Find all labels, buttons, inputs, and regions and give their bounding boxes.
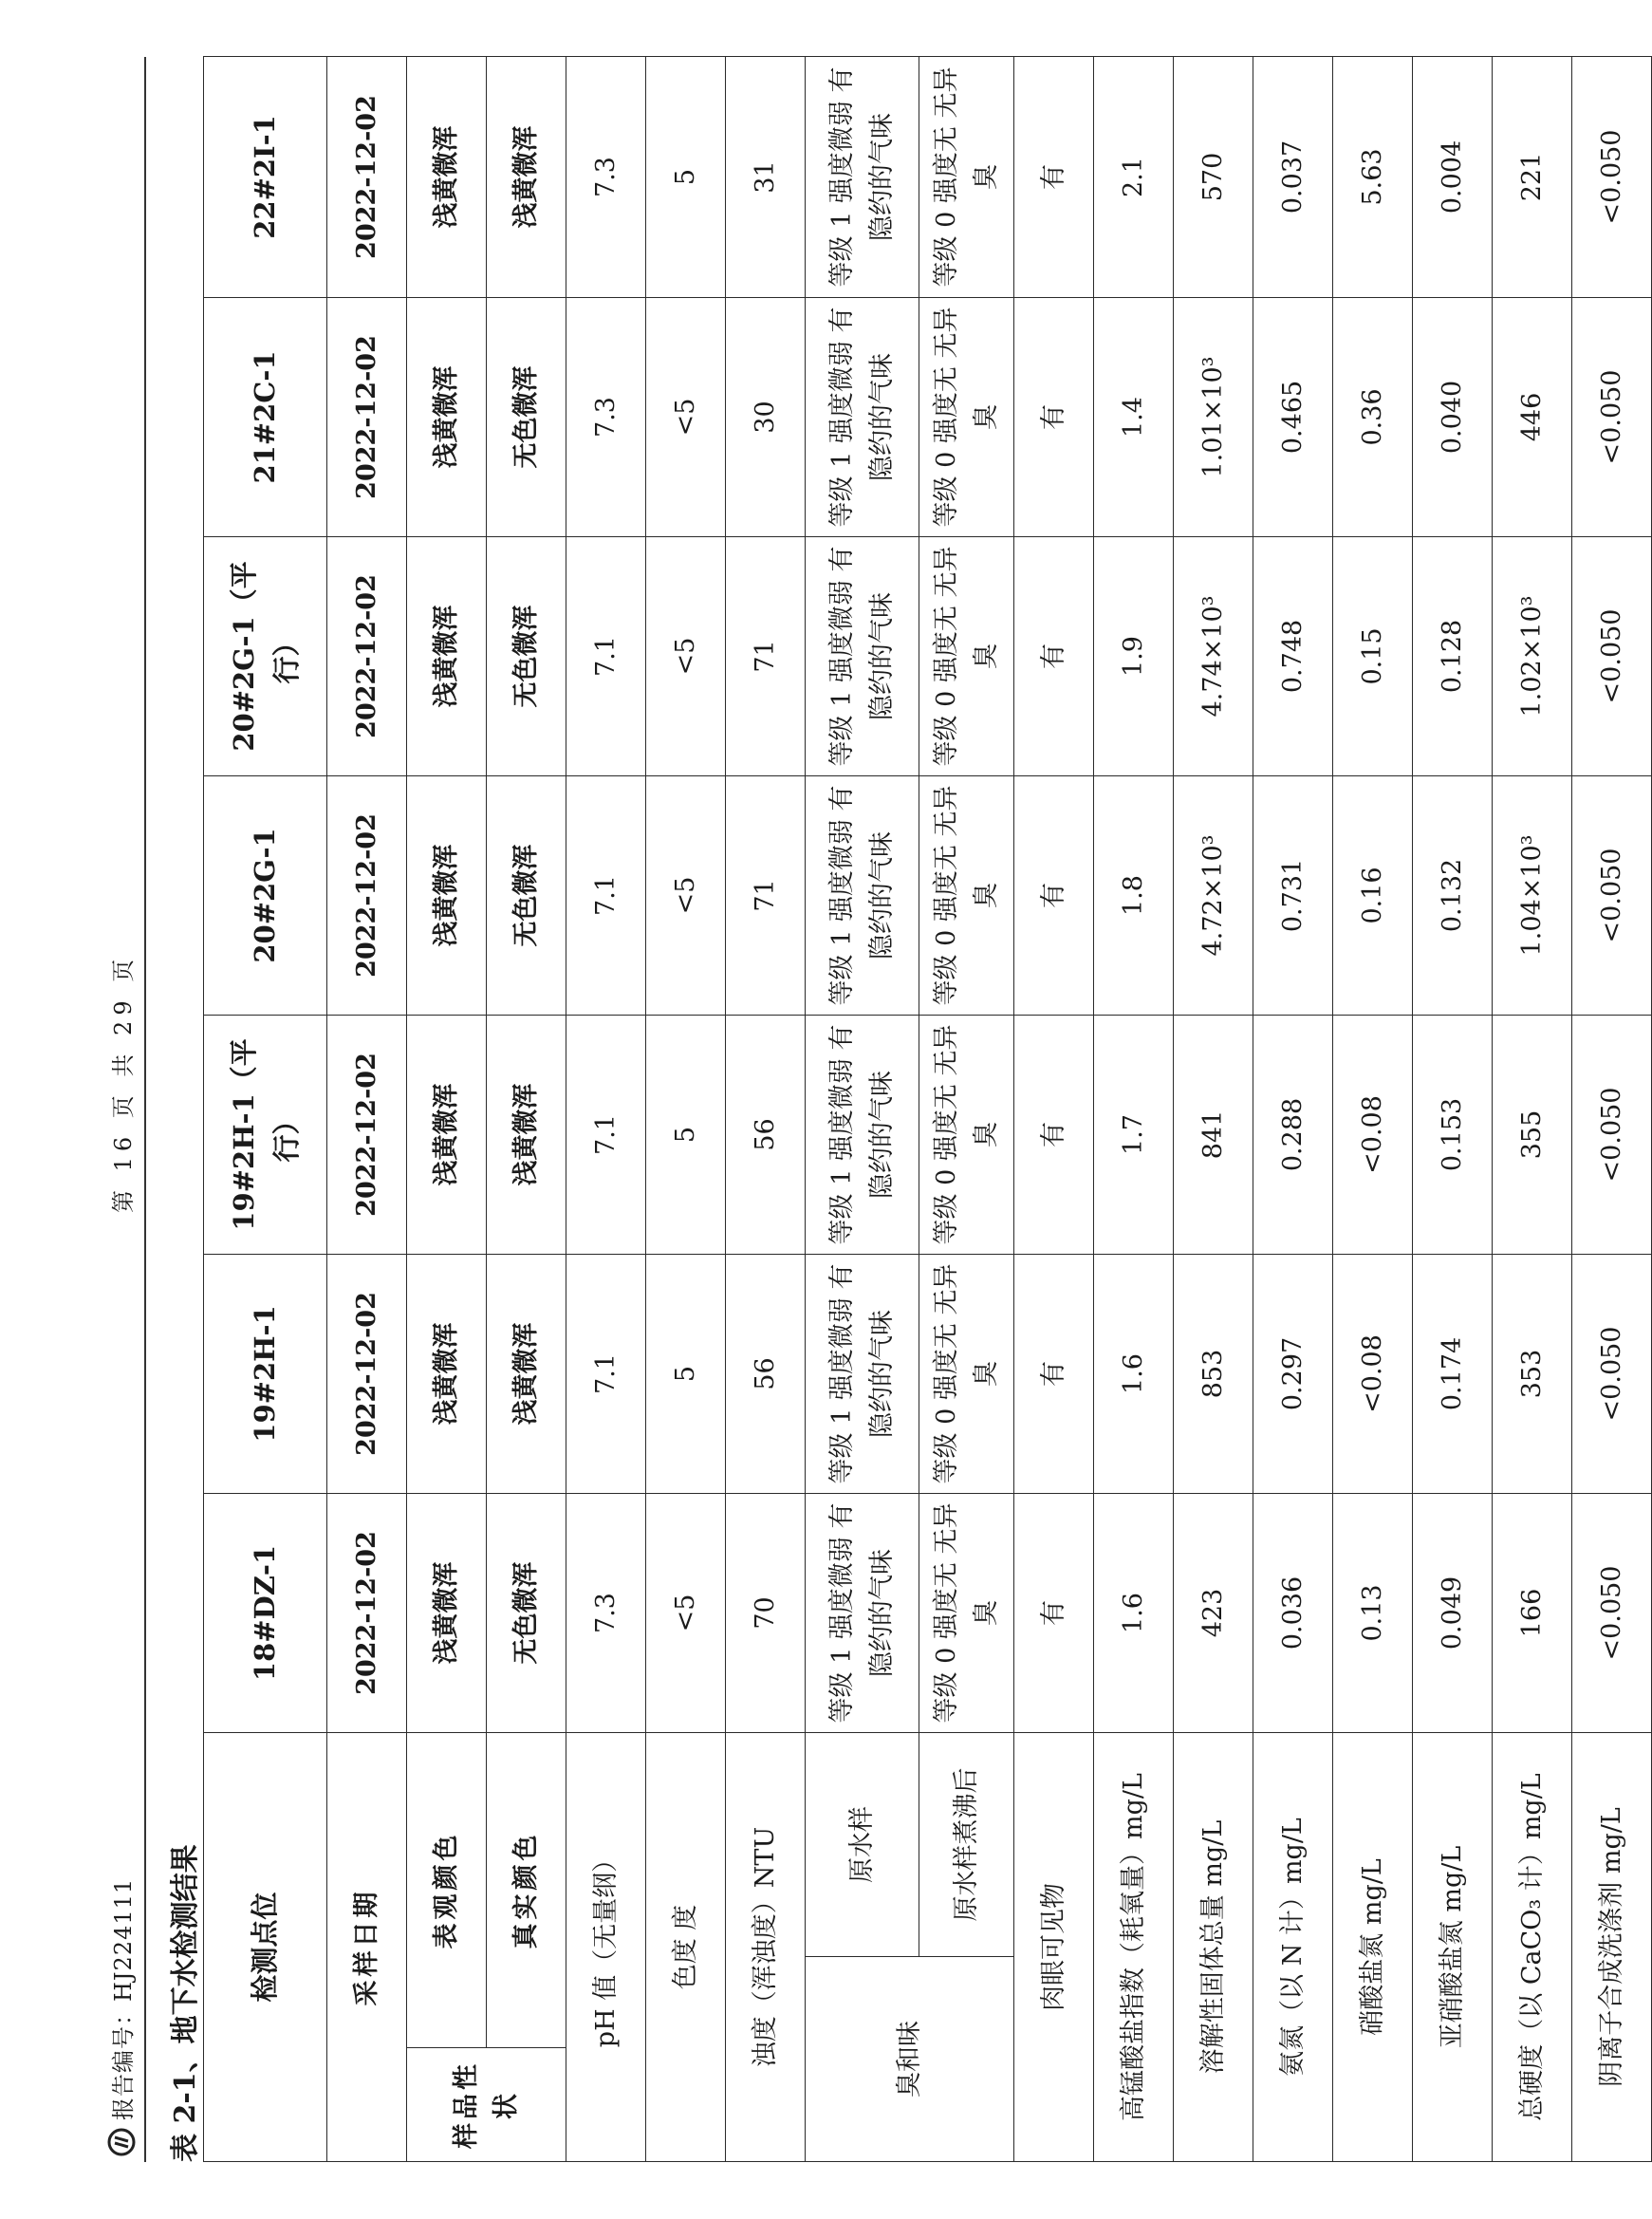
- value-cell: 1.9: [1094, 536, 1174, 775]
- value-cell: 5: [646, 1254, 726, 1493]
- value-cell: 等级 0 强度无 无异臭: [919, 56, 1014, 297]
- value-cell: 71: [726, 536, 806, 775]
- value-cell: 0.037: [1253, 56, 1333, 297]
- group-label-appearance: 样品性状: [407, 2048, 566, 2162]
- table-row: [487, 56, 566, 2161]
- row-label: 浊度（浑浊度）NTU: [726, 1732, 806, 2161]
- value-cell: 浅黄微浑: [407, 297, 487, 536]
- value-cell: 1.02×10³: [1493, 536, 1572, 775]
- value-cell: 841: [1174, 1015, 1253, 1254]
- value-cell: 7.1: [566, 536, 646, 775]
- value-cell: 0.128: [1413, 536, 1493, 775]
- value-cell: <5: [646, 536, 726, 775]
- value-cell: <5: [646, 1493, 726, 1732]
- value-cell: 7.1: [566, 775, 646, 1015]
- value-cell: 浅黄微浑: [407, 775, 487, 1015]
- value-cell: 5.63: [1333, 56, 1413, 297]
- value-cell: 等级 1 强度微弱 有隐约的气味: [806, 56, 919, 297]
- date-cell: 2022-12-02: [327, 56, 407, 297]
- table-row: [566, 56, 646, 2161]
- value-cell: 0.297: [1253, 1254, 1333, 1493]
- table-row: [1572, 56, 1652, 2161]
- value-cell: 570: [1174, 56, 1253, 297]
- header-label-cell: 检测点位: [204, 1732, 327, 2161]
- header-divider: [144, 57, 146, 2162]
- row-label: 色度 度: [646, 1732, 726, 2161]
- value-cell: 1.01×10³: [1174, 297, 1253, 536]
- row-label: 高锰酸盐指数（耗氧量）mg/L: [1094, 1732, 1174, 2161]
- value-cell: 等级 0 强度无 无异臭: [919, 1254, 1014, 1493]
- point-cell: 18#DZ-1: [204, 1493, 327, 1732]
- value-cell: 浅黄微浑: [487, 56, 566, 297]
- row-label: 肉眼可见物: [1014, 1732, 1094, 2161]
- value-cell: 2.1: [1094, 56, 1174, 297]
- row-label: 真实颜色: [487, 1732, 566, 2047]
- date-cell: 2022-12-02: [327, 297, 407, 536]
- value-cell: 0.004: [1413, 56, 1493, 297]
- value-cell: <0.08: [1333, 1015, 1413, 1254]
- value-cell: 等级 1 强度微弱 有隐约的气味: [806, 775, 919, 1015]
- point-cell: 19#2H-1: [204, 1254, 327, 1493]
- table-row: [806, 56, 919, 2161]
- value-cell: 7.1: [566, 1015, 646, 1254]
- value-cell: 30: [726, 297, 806, 536]
- value-cell: 0.132: [1413, 775, 1493, 1015]
- value-cell: 浅黄微浑: [487, 1015, 566, 1254]
- point-cell: 21#2C-1: [204, 297, 327, 536]
- point-cell: 22#2I-1: [204, 56, 327, 297]
- value-cell: <0.050: [1572, 1015, 1652, 1254]
- value-cell: 0.040: [1413, 297, 1493, 536]
- value-cell: 有: [1014, 536, 1094, 775]
- value-cell: 71: [726, 775, 806, 1015]
- value-cell: 等级 1 强度微弱 有隐约的气味: [806, 1254, 919, 1493]
- value-cell: 56: [726, 1015, 806, 1254]
- value-cell: 0.16: [1333, 775, 1413, 1015]
- value-cell: 56: [726, 1254, 806, 1493]
- table-row: [1094, 56, 1174, 2161]
- value-cell: 1.4: [1094, 297, 1174, 536]
- table-row: [327, 56, 407, 2161]
- date-cell: 2022-12-02: [327, 1015, 407, 1254]
- value-cell: <0.050: [1572, 297, 1652, 536]
- table-title: 表 2-1、地下水检测结果: [169, 1844, 202, 2162]
- value-cell: 0.15: [1333, 536, 1413, 775]
- value-cell: 有: [1014, 56, 1094, 297]
- table-row: [1174, 56, 1253, 2161]
- value-cell: 31: [726, 56, 806, 297]
- value-cell: 0.748: [1253, 536, 1333, 775]
- value-cell: 4.72×10³: [1174, 775, 1253, 1015]
- value-cell: 4.74×10³: [1174, 536, 1253, 775]
- value-cell: 221: [1493, 56, 1572, 297]
- value-cell: 等级 1 强度微弱 有隐约的气味: [806, 536, 919, 775]
- value-cell: 0.153: [1413, 1015, 1493, 1254]
- value-cell: <5: [646, 297, 726, 536]
- row-label: 原水样煮沸后: [919, 1732, 1014, 1956]
- value-cell: 无色微浑: [487, 775, 566, 1015]
- value-cell: 等级 1 强度微弱 有隐约的气味: [806, 297, 919, 536]
- point-cell: 19#2H-1（平行）: [204, 1015, 327, 1254]
- value-cell: 853: [1174, 1254, 1253, 1493]
- table-row: [407, 56, 487, 2161]
- date-cell: 2022-12-02: [327, 1254, 407, 1493]
- row-label: 溶解性固体总量 mg/L: [1174, 1732, 1253, 2161]
- value-cell: 浅黄微浑: [407, 56, 487, 297]
- value-cell: 70: [726, 1493, 806, 1732]
- value-cell: 浅黄微浑: [407, 1493, 487, 1732]
- value-cell: 5: [646, 56, 726, 297]
- value-cell: 等级 0 强度无 无异臭: [919, 297, 1014, 536]
- row-label: pH 值（无量纲）: [566, 1732, 646, 2161]
- value-cell: 7.1: [566, 1254, 646, 1493]
- value-cell: 166: [1493, 1493, 1572, 1732]
- value-cell: 等级 1 强度微弱 有隐约的气味: [806, 1015, 919, 1254]
- table-row: [726, 56, 806, 2161]
- group-label-odor: 臭和味: [806, 1957, 1014, 2162]
- value-cell: 等级 0 强度无 无异臭: [919, 536, 1014, 775]
- value-cell: 浅黄微浑: [407, 1015, 487, 1254]
- value-cell: 355: [1493, 1015, 1572, 1254]
- value-cell: 7.3: [566, 56, 646, 297]
- value-cell: 7.3: [566, 297, 646, 536]
- value-cell: 等级 0 强度无 无异臭: [919, 1493, 1014, 1732]
- value-cell: 浅黄微浑: [407, 1254, 487, 1493]
- value-cell: <0.050: [1572, 775, 1652, 1015]
- value-cell: <0.08: [1333, 1254, 1413, 1493]
- row-label: 硝酸盐氮 mg/L: [1333, 1732, 1413, 2161]
- date-cell: 2022-12-02: [327, 775, 407, 1015]
- table-row: [1493, 56, 1572, 2161]
- value-cell: 446: [1493, 297, 1572, 536]
- value-cell: 1.6: [1094, 1493, 1174, 1732]
- value-cell: 无色微浑: [487, 536, 566, 775]
- value-cell: <0.050: [1572, 1493, 1652, 1732]
- date-cell: 2022-12-02: [327, 536, 407, 775]
- table-row: [1253, 56, 1333, 2161]
- value-cell: <0.050: [1572, 56, 1652, 297]
- date-cell: 2022-12-02: [327, 1493, 407, 1732]
- table-row: [1333, 56, 1413, 2161]
- value-cell: 1.04×10³: [1493, 775, 1572, 1015]
- point-cell: 20#2G-1: [204, 775, 327, 1015]
- value-cell: 等级 0 强度无 无异臭: [919, 1015, 1014, 1254]
- table-row: [919, 56, 1014, 2161]
- value-cell: <0.050: [1572, 1254, 1652, 1493]
- row-label: 原水样: [806, 1732, 919, 1956]
- table-row: [646, 56, 726, 2161]
- row-label: 总硬度（以 CaCO₃ 计）mg/L: [1493, 1732, 1572, 2161]
- value-cell: 有: [1014, 1015, 1094, 1254]
- page-indicator: 第 16 页 共 29 页: [110, 953, 137, 1213]
- value-cell: 无色微浑: [487, 1493, 566, 1732]
- table-row: [1413, 56, 1493, 2161]
- value-cell: 0.731: [1253, 775, 1333, 1015]
- value-cell: 0.36: [1333, 297, 1413, 536]
- value-cell: 5: [646, 1015, 726, 1254]
- value-cell: 353: [1493, 1254, 1572, 1493]
- value-cell: 1.6: [1094, 1254, 1174, 1493]
- row-label: 亚硝酸盐氮 mg/L: [1413, 1732, 1493, 2161]
- value-cell: 0.174: [1413, 1254, 1493, 1493]
- value-cell: 423: [1174, 1493, 1253, 1732]
- value-cell: 1.7: [1094, 1015, 1174, 1254]
- value-cell: 0.288: [1253, 1015, 1333, 1254]
- value-cell: <5: [646, 775, 726, 1015]
- value-cell: 0.13: [1333, 1493, 1413, 1732]
- groundwater-results-table: [203, 56, 1652, 2162]
- row-label: 表观颜色: [407, 1732, 487, 2047]
- value-cell: 7.3: [566, 1493, 646, 1732]
- row-label: 阴离子合成洗涤剂 mg/L: [1572, 1732, 1652, 2161]
- row-label: 采样日期: [327, 1732, 407, 2161]
- value-cell: 1.8: [1094, 775, 1174, 1015]
- value-cell: 有: [1014, 775, 1094, 1015]
- value-cell: 0.036: [1253, 1493, 1333, 1732]
- value-cell: 浅黄微浑: [487, 1254, 566, 1493]
- row-label: 氨氮（以 N 计）mg/L: [1253, 1732, 1333, 2161]
- value-cell: <0.050: [1572, 536, 1652, 775]
- table-row: [1014, 56, 1094, 2161]
- report-number: 报告编号：HJ224111: [110, 1877, 137, 2120]
- value-cell: 有: [1014, 1254, 1094, 1493]
- point-cell: 20#2G-1（平行）: [204, 536, 327, 775]
- value-cell: 有: [1014, 1493, 1094, 1732]
- company-logo-icon: [107, 2128, 136, 2156]
- value-cell: 无色微浑: [487, 297, 566, 536]
- value-cell: 有: [1014, 297, 1094, 536]
- table-row: [204, 56, 327, 2161]
- value-cell: 0.465: [1253, 297, 1333, 536]
- value-cell: 等级 1 强度微弱 有隐约的气味: [806, 1493, 919, 1732]
- value-cell: 浅黄微浑: [407, 536, 487, 775]
- value-cell: 等级 0 强度无 无异臭: [919, 775, 1014, 1015]
- value-cell: 0.049: [1413, 1493, 1493, 1732]
